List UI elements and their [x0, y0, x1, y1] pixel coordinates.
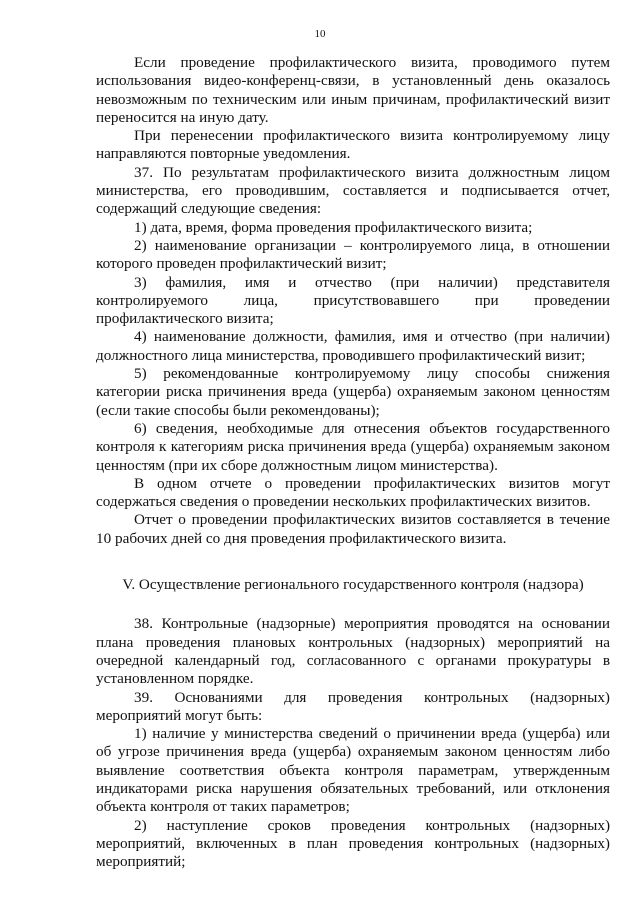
paragraph-multiple-visits-report: В одном отчете о проведении профилактических визитов могут содержаться сведения о проведении нескольких профилактических визитов. — [96, 474, 610, 511]
list-item-39-1: 1) наличие у министерства сведений о причинении вреда (ущерба) или об угрозе причинения вреда (ущерба) охраняемым законом ценностям либо выявление соответствия объекта контроля параметрам, утвержденным индикаторами риска нарушения обязательных требований, или отклонения объекта контроля от таких параметров; — [96, 725, 610, 816]
paragraph-report-deadline: Отчет о проведении профилактических визитов составляется в течение 10 рабочих дней со дня проведения профилактического визита. — [96, 511, 610, 547]
paragraph-videoconference-postponement: Если проведение профилактического визита, проводимого путем использования видео-конференц-связи, в установленный день оказалось невозможным по техническим или иным причинам, профилактический визит переносится на иную дату. — [96, 54, 610, 126]
document-body — [96, 54, 610, 871]
list-item-37-6: 6) сведения, необходимые для отнесения объектов государственного контроля к категориям риска причинения вреда (ущерба) охраняемым законом ценностям (при их сборе должностным лицом министерства). — [96, 419, 610, 474]
list-item-37-5: 5) рекомендованные контролируемому лицу способы снижения категории риска причинения вреда (ущерба) охраняемым законом ценностям (если такие способы были рекомендованы); — [96, 365, 610, 419]
list-item-37-3: 3) фамилия, имя и отчество (при наличии) представителя контролируемого лица, присутствовавшего при проведении профилактического визита; — [96, 273, 610, 328]
list-item-39-2: 2) наступление сроков проведения контрольных (надзорных) мероприятий, включенных в план проведения контрольных (надзорных) мероприятий; — [96, 816, 610, 871]
paragraph-38-control-plan: 38. Контрольные (надзорные) мероприятия проводятся на основании плана проведения плановых контрольных (надзорных) мероприятий на очередной календарный год, согласованного с органами прокуратуры в установленном порядке. — [96, 615, 610, 688]
list-item-37-1: 1) дата, время, форма проведения профилактического визита; — [134, 218, 533, 236]
paragraph-37-report: 37. По результатам профилактического визита должностным лицом министерства, его проводившим, составляется и подписывается отчет, содержащий следующие сведения: — [96, 163, 610, 218]
paragraph-39-grounds: 39. Основаниями для проведения контрольных (надзорных) мероприятий могут быть: — [96, 688, 610, 724]
list-item-37-4: 4) наименование должности, фамилия, имя и отчество (при наличии) должностного лица министерства, проводившего профилактический визит; — [96, 328, 610, 364]
section-title: V. Осуществление регионального государственного контроля (надзора) — [122, 576, 584, 594]
paragraph-repeat-notifications: При перенесении профилактического визита контролируемому лицу направляются повторные уведомления. — [96, 127, 610, 163]
list-item-37-2: 2) наименование организации – контролируемого лица, в отношении которого проведен профилактический визит; — [96, 236, 610, 273]
page-number: 10 — [314, 28, 326, 40]
